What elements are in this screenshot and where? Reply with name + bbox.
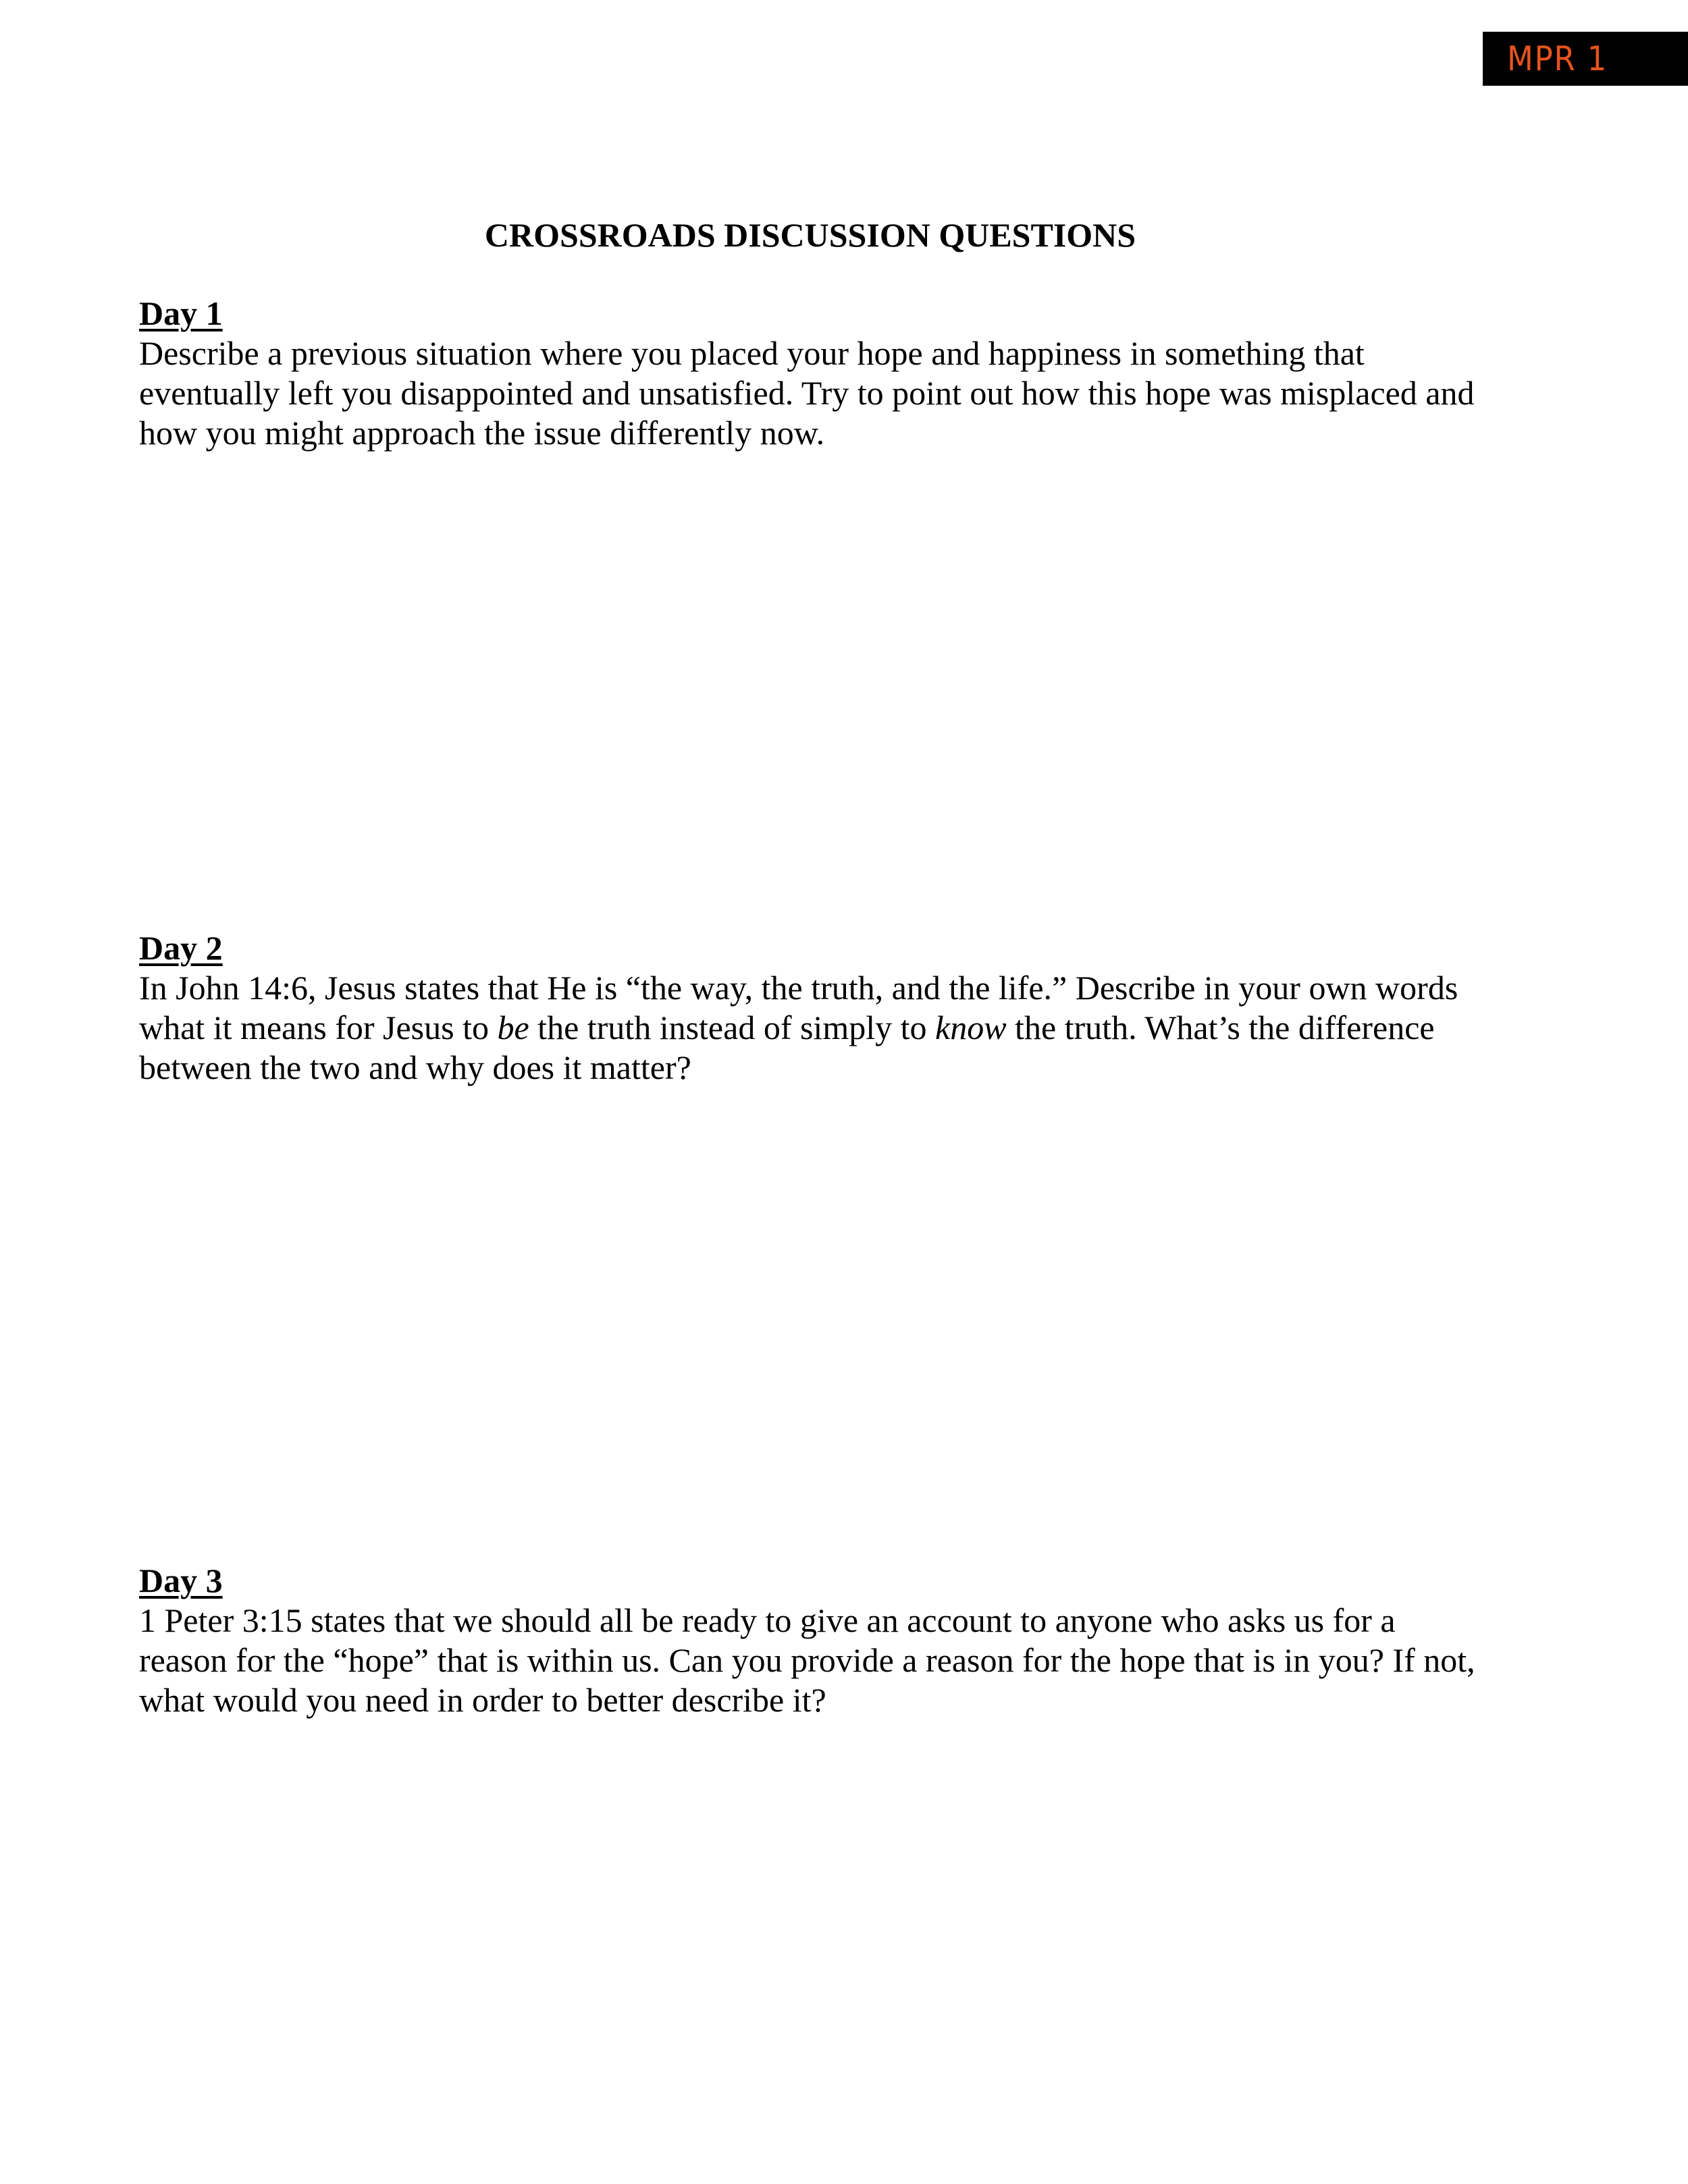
day-3-heading: Day 3 — [139, 1562, 223, 1599]
day-3-section — [139, 1561, 1489, 1720]
day-2-emphasis-know: know — [935, 1009, 1007, 1046]
day-1-section — [139, 294, 1489, 453]
day-2-text-part3: the truth. What’s the difference between the two and why does it matter? — [139, 1009, 1435, 1086]
day-2-heading: Day 2 — [139, 929, 223, 967]
day-2-question — [139, 968, 1489, 1088]
day-1-heading: Day 1 — [139, 294, 223, 332]
day-1-question: Describe a previous situation where you placed your hope and happiness in something that eventually left you disappointed and unsatisfied. Try to point out how this hope was misplaced and how you might approach the issue differently now. — [139, 334, 1475, 452]
page-title: CROSSROADS DISCUSSION QUESTIONS — [484, 216, 1136, 254]
day-2-text-part2: the truth instead of simply to — [529, 1009, 935, 1046]
day-3-question: 1 Peter 3:15 states that we should all be ready to give an account to anyone who asks us for a reason for the “hope” that is within us. Can you provide a reason for the hope that is in you? If not, what would you need in order to better describe it? — [139, 1601, 1475, 1719]
day-2-text-part1: In John 14:6, Jesus states that He is “the way, the truth, and the life.” Describe in your own words what it means for Jesus to — [139, 969, 1458, 1046]
badge-label: MPR 1 — [1507, 39, 1608, 78]
day-2-emphasis-be: be — [497, 1009, 529, 1046]
day-2-section — [139, 928, 1489, 1088]
mpr-badge — [1483, 32, 1688, 86]
